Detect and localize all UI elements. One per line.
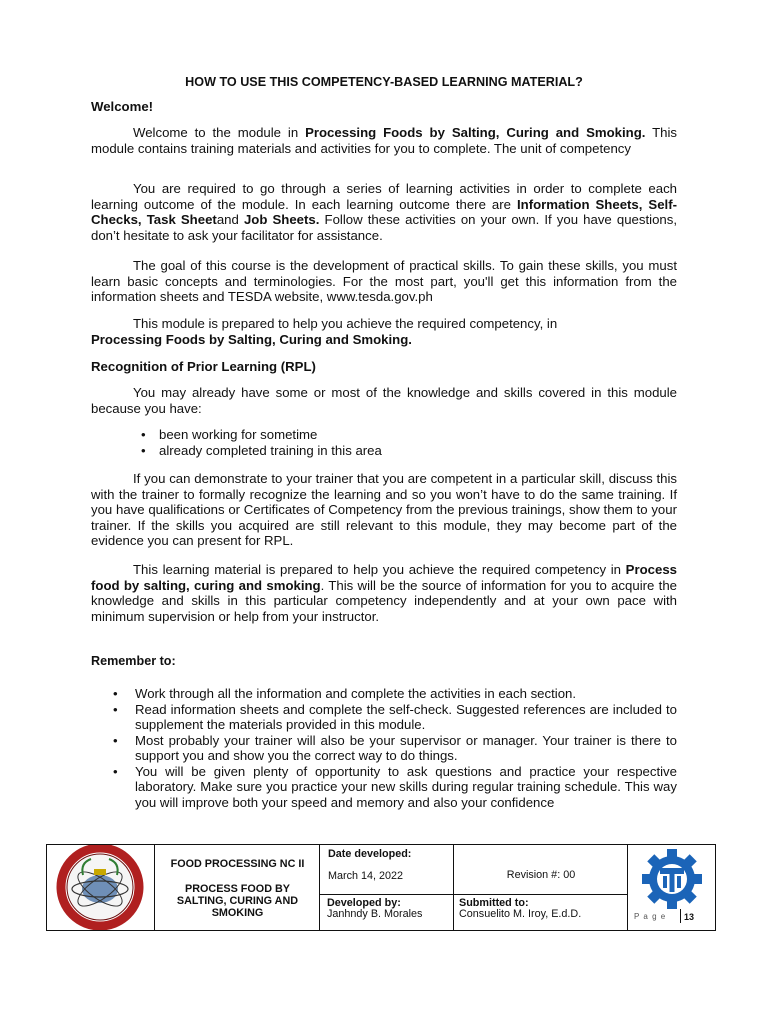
paragraph-module-purpose: This module is prepared to help you achieve the required competency, in Processing Foods by Salting, Curing and Smoking.: [91, 316, 558, 347]
date-developed-value: March 14, 2022: [328, 870, 404, 882]
qualification-title: FOOD PROCESSING NC II: [170, 858, 305, 870]
page-number: 13: [684, 912, 695, 922]
developed-by-label: Developed by:: [327, 897, 401, 909]
submitted-to-label: Submitted to:: [459, 897, 529, 909]
remember-bullet-list: [91, 686, 677, 810]
document-footer: [46, 844, 716, 931]
list-item: • You will be given plenty of opportunity to ask questions and practice your respective laboratory. Make sure you practice your new skills during regular training schedule. This way you will improve both your speed and memory and also your confidence: [91, 764, 677, 811]
paragraph-goal: The goal of this course is the development of practical skills. To gain these skills, you must learn basic concepts and terminologies. For the most part, you'll get this information from the information sheets and TESDA website, www.tesda.gov.ph: [91, 258, 677, 304]
list-item: • been working for sometime: [131, 427, 677, 443]
school-seal-cell: [47, 845, 154, 930]
submitted-to-value: Consuelito M. Iroy, E.d.D.: [459, 908, 582, 920]
paragraph-learning-material: This learning material is prepared to help you achieve the required competency in Process food by salting, curing and smoking. This will be the source of information for you to acquire the knowledge and skills in this particular competency independently and at your own pace with minimum supervision or help from your instructor.: [91, 562, 677, 624]
welcome-heading: Welcome!: [91, 99, 154, 114]
qualification-cell: [154, 845, 319, 930]
paragraph-rpl-details: If you can demonstrate to your trainer that you are competent in a particular skill, discuss this with the trainer to formally recognize the learning and so you won’t have to do the same training. If you have qualifications or Certificates of Competency from the previous trainings, show them to your trainer. If the skills you acquired are still relevant to this module, they may become part of the evidence you can present for RPL.: [91, 471, 677, 548]
list-item: • Most probably your trainer will also be your supervisor or manager. Your trainer is there to support you and show you the correct way to do things.: [91, 733, 677, 764]
tesda-logo-cell: [627, 845, 715, 930]
rpl-heading: Recognition of Prior Learning (RPL): [91, 359, 316, 374]
footer-divider: [319, 894, 627, 895]
unit-title: PROCESS FOOD BY SALTING, CURING AND SMOKING: [176, 883, 299, 919]
rpl-bullet-list: [131, 427, 677, 458]
revision-number: Revision #: 00: [506, 869, 576, 881]
date-developed-label: Date developed:: [328, 848, 412, 860]
list-item: • Read information sheets and complete the self-check. Suggested references are included to supplement the materials provided in this module.: [91, 702, 677, 733]
paragraph-welcome: Welcome to the module in Processing Foods by Salting, Curing and Smoking. This module contains training materials and activities for you to complete. The unit of competency: [91, 125, 678, 156]
list-item: • Work through all the information and complete the activities in each section.: [91, 686, 677, 702]
remember-heading: Remember to:: [91, 654, 176, 668]
paragraph-rpl-intro: You may already have some or most of the knowledge and skills covered in this module because you have:: [91, 385, 677, 416]
list-item: • already completed training in this area: [131, 443, 677, 459]
page-title: HOW TO USE THIS COMPETENCY-BASED LEARNING MATERIAL?: [185, 75, 583, 89]
page-label: P a g e: [634, 912, 667, 921]
paragraph-activities: You are required to go through a series of learning activities in order to complete each learning outcome of the module. In each learning outcome there are Information Sheets, Self-Checks, Task Sheetand Job Sheets. Follow these activities on your own. If you have questions, don’t hesitate to ask your facilitator for assistance.: [91, 181, 677, 243]
developed-by-value: Janhndy B. Morales: [327, 908, 423, 920]
page-separator: [680, 909, 681, 923]
school-seal-logo: [47, 845, 154, 930]
